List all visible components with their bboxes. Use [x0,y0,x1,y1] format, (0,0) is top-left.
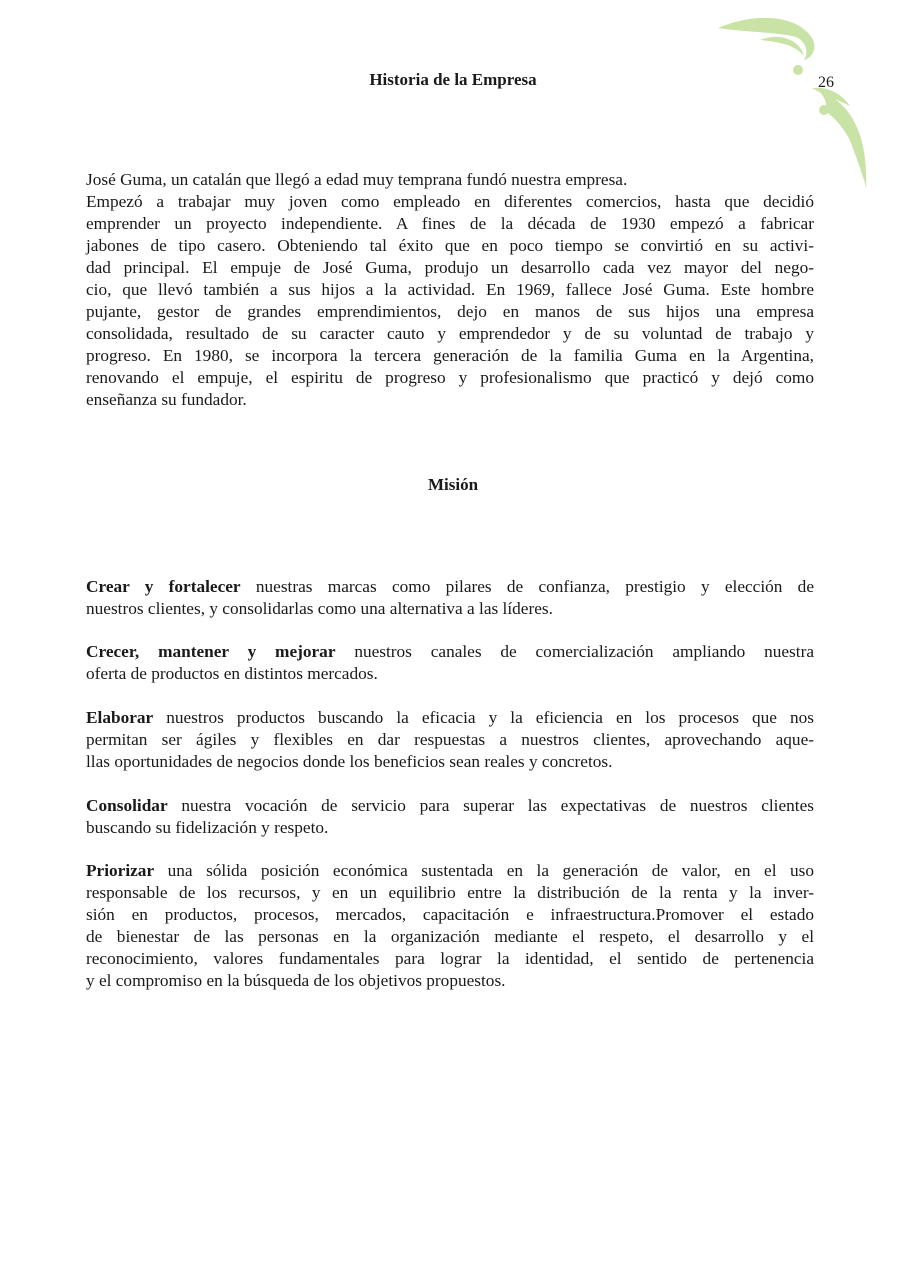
mision-paragraph-5 [86,860,814,992]
text-line: sión en productos, procesos, mercados, capacitación e infraestructura.Promover el estado [86,905,814,924]
text-line: Empezó a trabajar muy joven como empleado en diferentes comercios, hasta que decidió [86,192,814,211]
text-line: cio, que llevó también a sus hijos a la actividad. En 1969, fallece José Guma. Este hombre [86,280,814,299]
historia-paragraph [86,169,814,411]
text-line: oferta de productos en distintos mercados. [86,664,378,683]
text-line: reconocimiento, valores fundamentales para lograr la identidad, el sentido de pertenencia [86,949,814,968]
text-line: permitan ser ágiles y flexibles en dar respuestas a nuestros clientes, aprovechando aque- [86,730,814,749]
text-line: progreso. En 1980, se incorpora la tercera generación de la familia Guma en la Argentina, [86,346,814,365]
bold-lead: Crear y fortalecer [86,577,241,596]
text-line: responsable de los recursos, y en un equilibrio entre la distribución de la renta y la inver- [86,883,814,902]
bold-lead: Priorizar [86,861,155,880]
text-line: llas oportunidades de negocios donde los beneficios sean reales y concretos. [86,752,613,771]
mision-paragraph-2 [86,641,814,685]
text-line: buscando su fidelización y respeto. [86,818,329,837]
text-run: nuestros productos buscando la eficacia y la eficiencia en los procesos que nos [153,708,814,727]
page-number: 26 [818,74,834,91]
text-line: pujante, gestor de grandes emprendimientos, dejo en manos de sus hijos una empresa [86,302,814,321]
text-line: y el compromiso en la búsqueda de los objetivos propuestos. [86,971,506,990]
mision-title: Misión [427,475,479,494]
text-run: nuestros canales de comercialización ampliando nuestra [335,642,815,661]
text-line: José Guma, un catalán que llegó a edad muy temprana fundó nuestra empresa. [86,170,628,189]
bold-lead: Consolidar [86,796,168,815]
text-line: nuestros clientes, y consolidarlas como una alternativa a las líderes. [86,599,553,618]
bold-lead: Elaborar [86,708,154,727]
mision-paragraph-4 [86,795,814,839]
text-line: consolidada, resultado de su caracter cauto y emprendedor y de su voluntad de trabajo y [86,324,814,343]
text-run: nuestra vocación de servicio para superar las expectativas de nuestros clientes [167,796,814,815]
text-line: renovando el empuje, el espiritu de progreso y profesionalismo que practicó y dejó como [86,368,814,387]
text-line: enseñanza su fundador. [86,390,247,409]
text-line: de bienestar de las personas en la organización mediante el respeto, el desarrollo y el [86,927,814,946]
text-run: una sólida posición económica sustentada en la generación de valor, en el uso [154,861,814,880]
text-line: jabones de tipo casero. Obteniendo tal éxito que en poco tiempo se convirtió en su activi- [86,236,814,255]
text-line: emprender un proyecto independiente. A fines de la década de 1930 empezó a fabricar [86,214,814,233]
bold-lead: Crecer, mantener y mejorar [86,642,336,661]
mision-paragraph-1 [86,576,814,620]
text-run: nuestras marcas como pilares de confianza, prestigio y elección de [240,577,814,596]
historia-title: Historia de la Empresa [369,70,537,89]
mision-paragraph-3 [86,707,814,773]
text-line: dad principal. El empuje de José Guma, produjo un desarrollo cada vez mayor del nego- [86,258,814,277]
